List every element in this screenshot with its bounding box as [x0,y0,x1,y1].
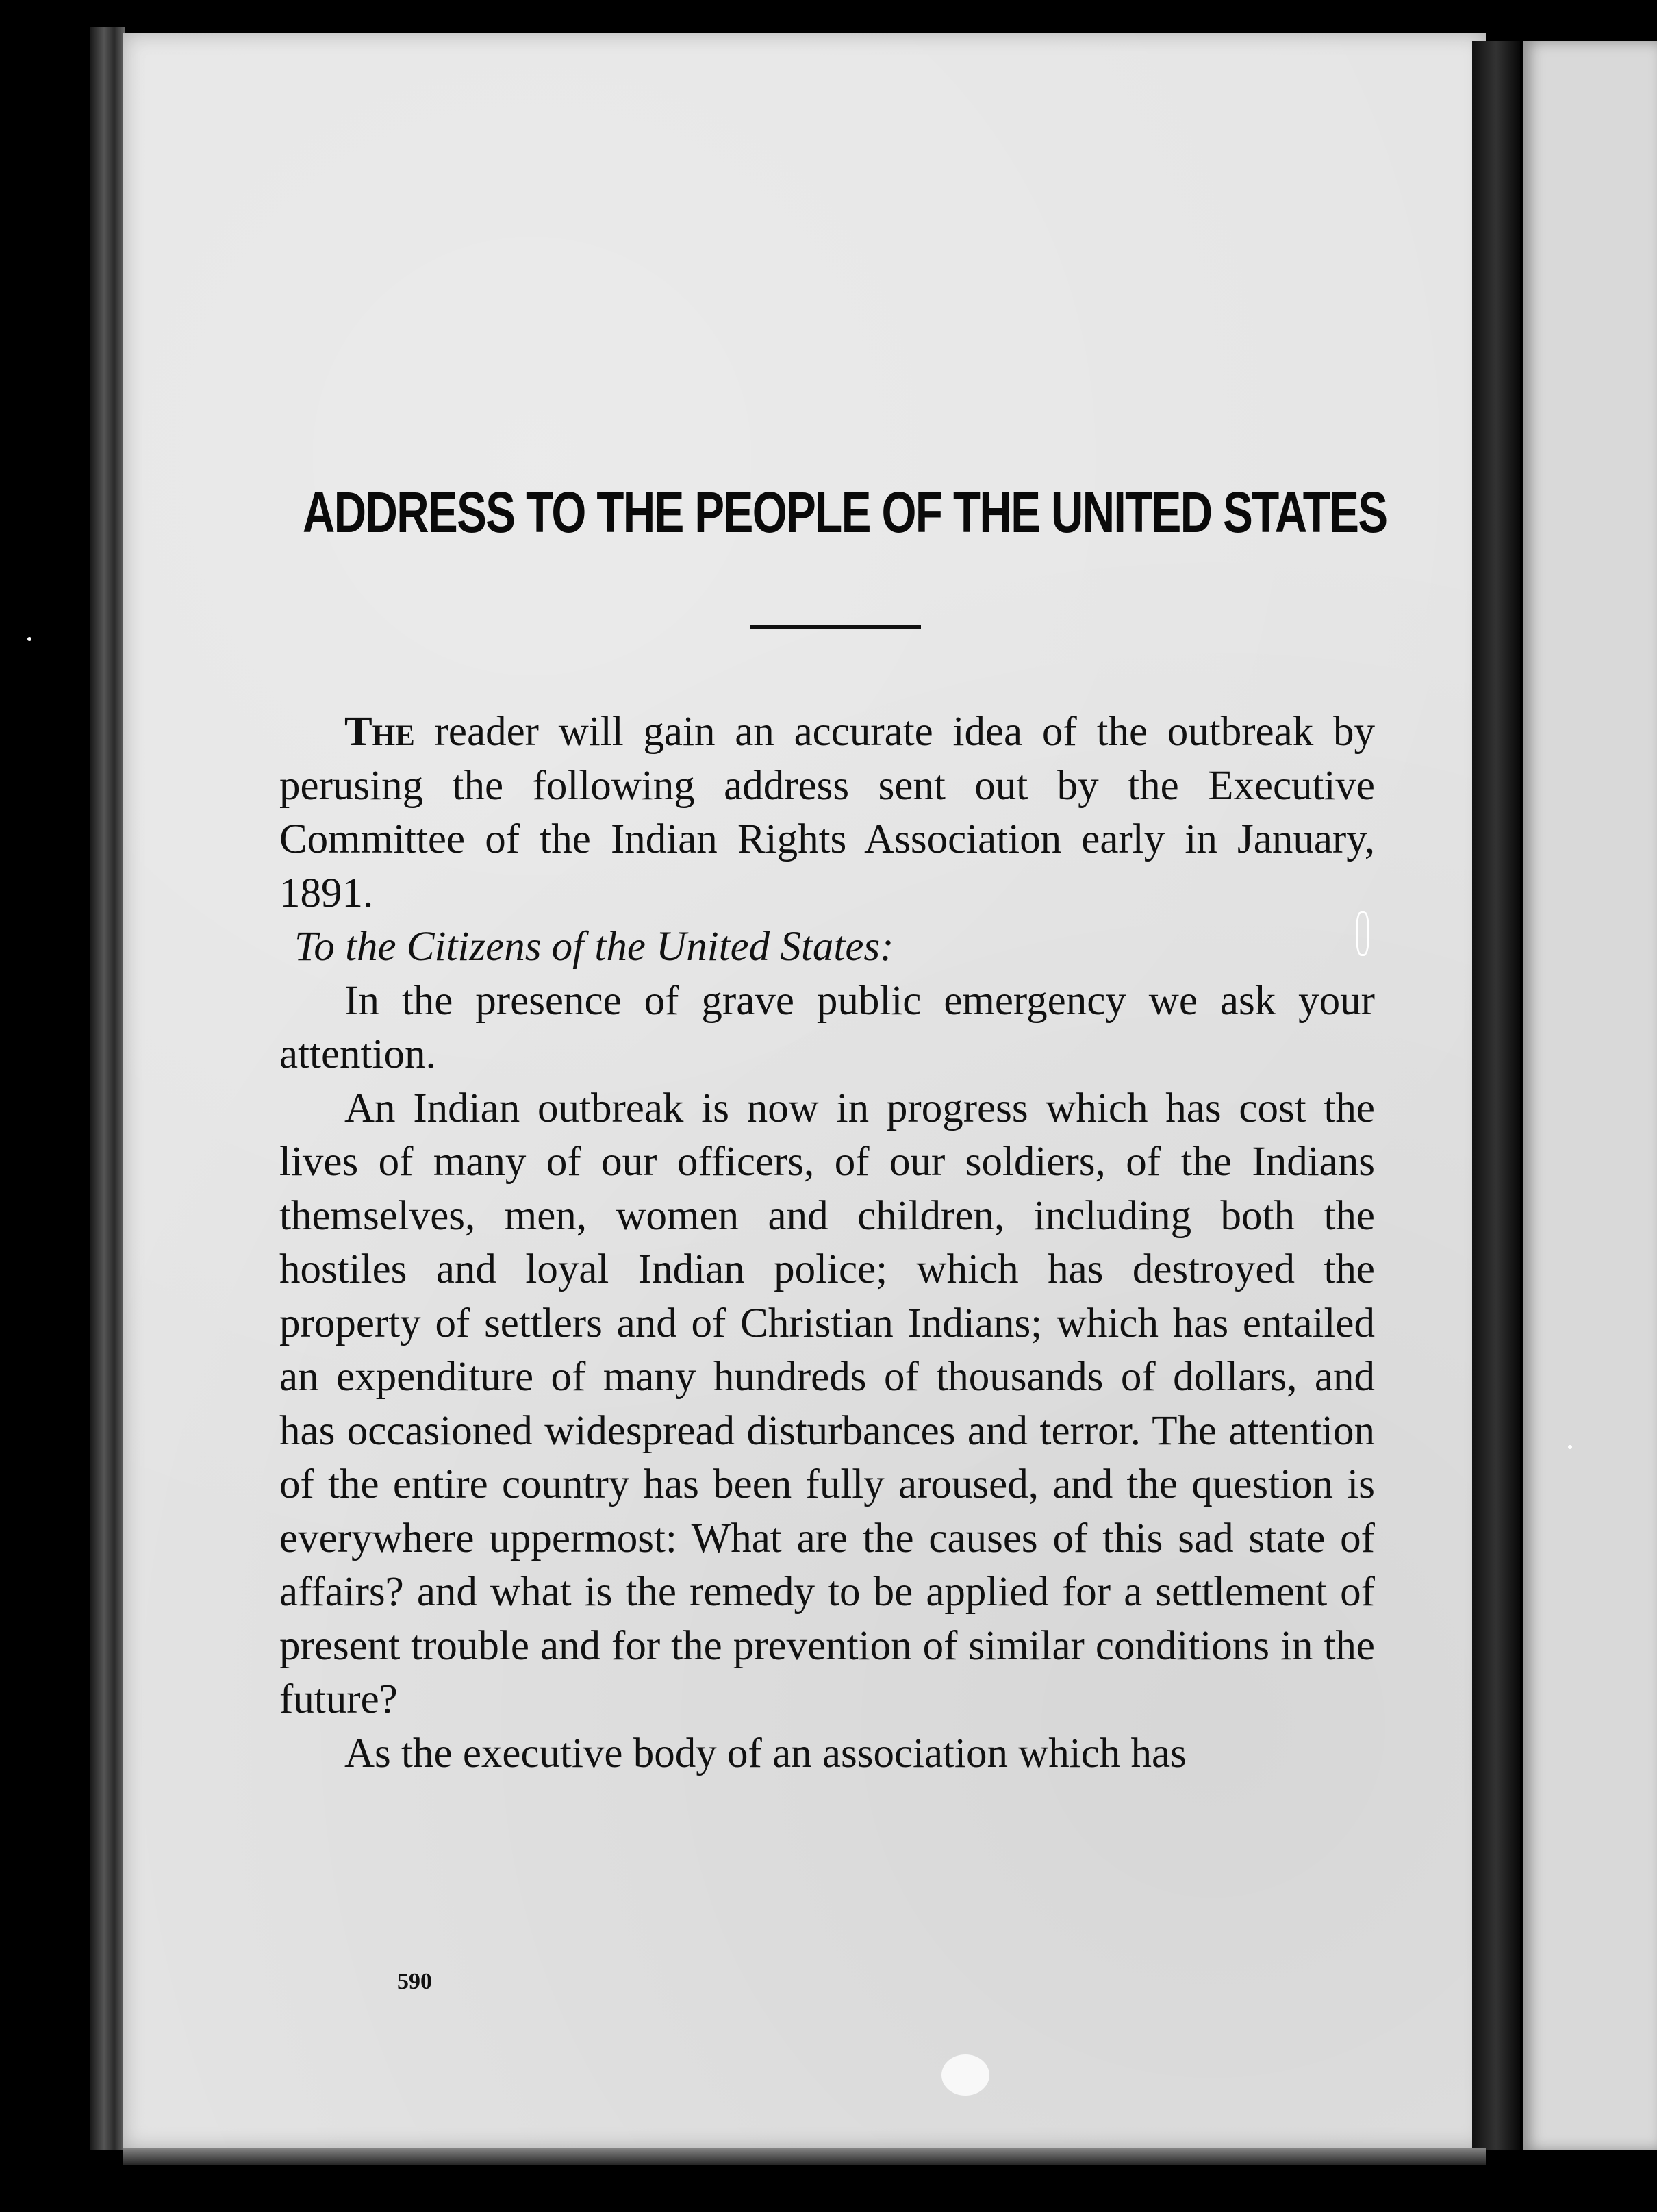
adjacent-page-edge [1523,41,1657,2150]
intro-lead-word: The [344,709,415,755]
paper-blemish [1356,911,1369,956]
intro-paragraph [279,705,1375,920]
salutation: To the Citizens of the United States: [294,924,894,970]
paragraph-1: In the presence of grave public emergency we ask your attention. [279,977,1375,1077]
dust-speck [1568,1445,1572,1449]
book-spine-edge [90,27,125,2150]
paragraph-2: An Indian outbreak is now in progress which has cost the lives of many of our officers, of our soldiers, of the Indians themselves, men, women and children, including both the hostiles and loyal Indian police; which has destroyed the property of settlers and of Christian Indians; which has entailed an expenditure of many hundreds of thousands of dollars, and has occasioned widespread disturbances and terror. The attention of the entire country has been fully aroused, and the question is everywhere uppermost: What are the causes of this sad state of affairs? and what is the remedy to be applied for a settlement of present trouble and for the prevention of similar conditions in the future? [279,1085,1375,1722]
paper-blemish [941,2054,989,2096]
page-bottom-edge [123,2148,1486,2165]
dust-speck [27,637,31,641]
intro-text: reader will gain an accurate idea of the outbreak by perusing the following address sent out by the Executive Committee of the Indian Rights Association early in January, 1891. [279,709,1375,916]
title-divider [750,625,921,629]
body-text [279,705,1375,1781]
page-gutter [1472,41,1520,2150]
page-number: 590 [397,1969,432,1994]
page-title: ADDRESS TO THE PEOPLE OF THE UNITED STATES [303,480,1387,544]
paragraph-3: As the executive body of an association which has [344,1730,1187,1776]
